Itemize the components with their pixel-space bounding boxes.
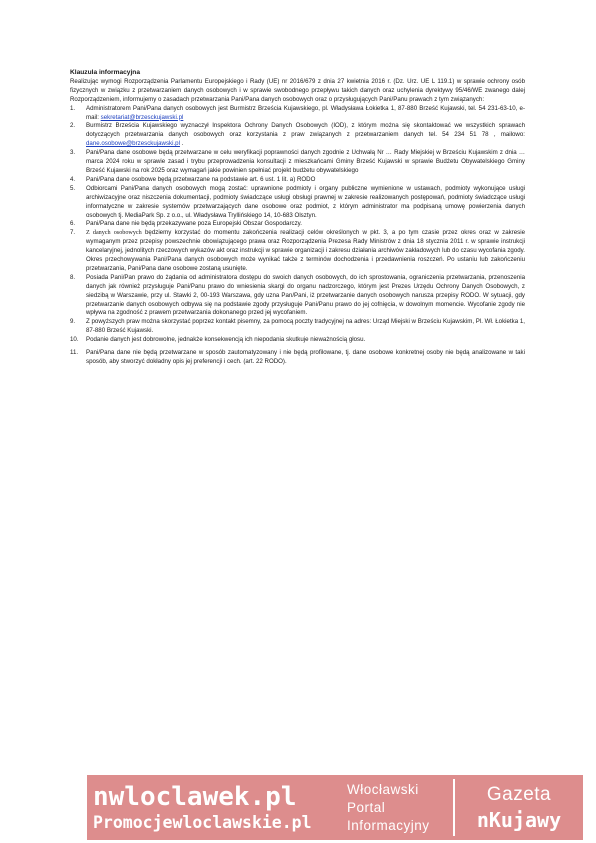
clause-item <box>70 105 525 123</box>
clause-text: Administratorem Pani/Pana danych osobowych jest Burmistrz Brześcia Kujawskiego, pl. Władysława Łokietka 1, 87-880 Brześć Kujawski, tel. 54 231-63-10, e-mail: <box>86 104 525 121</box>
clause-item <box>70 122 525 149</box>
footer-banner[interactable] <box>87 775 583 840</box>
clause-item <box>70 220 525 229</box>
clause-item <box>70 149 525 176</box>
clause-number: 6. <box>70 220 76 228</box>
gazeta-label: Gazeta <box>486 783 552 805</box>
clause-number: 2. <box>70 122 76 130</box>
information-clause <box>70 69 525 367</box>
promo-site-text: Promocjewloclawskie.pl <box>93 812 312 832</box>
clause-text: będziemy korzystać do momentu zakończenia realizacji celów określonych w pkt. 3, a po tym czasie przez okres oraz w zakresie wymaganym przez przepisy powszechnie obowiązującego prawa oraz Rozporządzenia Prezesa Rady Ministrów z dnia 18 stycznia 2011 r. w sprawie instrukcji kancelaryjnej, jednolitych rzeczowych wykazów akt oraz instrukcji w sprawie organizacji i zakresu działania archiwów zakładowych lub do czasu wycofania zgody. Okres przechowywania Pani/Pana danych osobowych może wynikać także z terminów dochodzenia i przedawnienia roszczeń. Po ustaniu lub zakończeniu przetwarzania, Pani/Pana dane osobowe zostaną usunięte. <box>86 229 525 272</box>
clause-number: 8. <box>70 273 76 281</box>
clause-lead-text: Z danych osobowych <box>86 230 142 237</box>
clause-number: 5. <box>70 184 76 192</box>
clause-item <box>70 274 525 319</box>
clause-item <box>70 336 525 345</box>
clause-text: Odbiorcami Pani/Pana danych osobowych mogą zostać: uprawnione podmioty i organy publiczne wymienione w ustawach, podmioty wykonujące usługi archiwizacyjne oraz niszczenia dokumentacji, podmioty świadczące usługi obsługi prawnej w zakresie realizowanych postępowań, podmioty świadczące usługi informatyczne w zakresie systemów przetwarzających dane osobowe oraz podmiot, z którym administrator ma podpisaną umowę powierzenia danych osobowych tj. MediaPark Sp. z o.o., ul. Władysława Tryllińskiego 14, 10-683 Olsztyn. <box>86 184 525 219</box>
clause-text: Burmistrz Brześcia Kujawskiego wyznaczył Inspektora Ochrony Danych Osobowych (IOD), z którym można się skontaktować we wszystkich sprawach dotyczących przetwarzania danych osobowych oraz korzystania z praw związanych z przetwarzaniem danych tel. 54 234 51 78 , mailowo: <box>86 122 525 139</box>
clause-number: 11. <box>70 349 79 357</box>
clause-text: Pani/Pana dane nie będą przekazywane poza Europejski Obszar Gospodarczy. <box>86 220 302 228</box>
portal-line: Informacyjny <box>347 817 430 833</box>
clause-number: 3. <box>70 149 76 157</box>
clause-number: 10. <box>70 336 79 344</box>
clause-item <box>70 229 525 274</box>
brand-block <box>87 775 339 840</box>
clause-item <box>70 349 525 367</box>
gazeta-block <box>455 775 583 840</box>
clause-text-end: . <box>179 140 184 148</box>
clause-number: 9. <box>70 318 76 326</box>
portal-line: Portal <box>347 799 386 815</box>
clause-number: 4. <box>70 175 76 183</box>
intro-paragraph: Realizując wymogi Rozporządzenia Parlamentu Europejskiego i Rady (UE) nr 2016/679 z dnia 27 kwietnia 2016 r. (Dz. Urz. UE L 119.1) w sprawie ochrony osób fizycznych w związku z przetwarzaniem danych osobowych i w sprawie swobodnego przepływu takich danych oraz uchylenia dyrektywy 95/46/WE zwanego dalej Rozporządzeniem, informujemy o zasadach przetwarzania Pani/Pana danych osobowych oraz o przysługujących Pani/Panu prawach z tym związanych: <box>70 77 525 103</box>
email-link-secretariat[interactable]: sekretariat@brzesckujawski.pl <box>100 113 184 121</box>
clause-item <box>70 176 525 185</box>
clause-item <box>70 318 525 336</box>
clause-number: 1. <box>70 104 76 112</box>
clause-text: Pani/Pana dane osobowe będą przetwarzane w celu weryfikacji poprawności danych zgodnie z Uchwałą Nr … Rady Miejskiej w Brześciu Kujawskim z dnia … marca 2024 roku w sprawie zasad i trybu przeprowadzenia konsultacji z mieszkańcami Gminy Brześć Kujawski w sprawie Budżetu Obywatelskiego Gminy Brześć Kujawski na rok 2025 oraz wymagań jakie powinien spełniać projekt budżetu obywatelskiego <box>86 149 525 174</box>
clause-text: Podanie danych jest dobrowolne, jednakże konsekwencją ich niepodania skutkuje nieważnością głosu. <box>86 336 366 344</box>
clause-text: Posiada Pani/Pan prawo do żądania od administratora dostępu do swoich danych osobowych, do ich sprostowania, ograniczenia przetwarzania, przenoszenia danych jak również przysługuje Pani/Panu prawo do wniesienia skargi do organu nadzorczego, którym jest Prezes Urzędu Ochrony Danych Osobowych, z siedzibą w Warszawie, przy ul. Stawki 2, 00-193 Warszawa, gdy uzna Pan/Pani, iż przetwarzanie danych osobowych narusza przepisy RODO. W sytuacji, gdy przetwarzanie danych osobowych odbywa się na podstawie zgody przysługuje Pani/Panu prawo do jej cofnięcia, w dowolnym momencie. Wycofanie zgody nie wpływa na zgodność z prawem przetwarzania dokonanego przed jej wycofaniem. <box>86 273 525 317</box>
site-logo-text: nwloclawek.pl <box>93 781 297 812</box>
clause-number: 7. <box>70 229 76 237</box>
email-link-iod[interactable]: dane.osobowe@brzesckujawski.pl <box>86 140 180 148</box>
portal-line: Włocławski <box>347 781 419 797</box>
clause-item <box>70 185 525 221</box>
clause-list <box>70 105 525 367</box>
portal-tagline <box>339 775 451 840</box>
gazeta-name: nKujawy <box>476 807 562 832</box>
clause-text: Z powyższych praw można skorzystać poprzez kontakt pisemny, za pomocą poczty tradycyjnej na adres: Urząd Miejski w Brześciu Kujawskim, Pl. Wł. Łokietka 1, 87-880 Brześć Kujawski. <box>86 318 525 335</box>
clause-text: Pani/Pana dane osobowe będą przetwarzane na podstawie art. 6 ust. 1 lit. a) RODO <box>86 175 316 183</box>
document-title: Klauzula informacyjna <box>70 69 140 76</box>
clause-text: Pani/Pana dane nie będą przetwarzane w sposób zautomatyzowany i nie będą profilowane, tj. dane osobowe konkretnej osoby nie będą analizowane w taki sposób, aby stworzyć dokładny opis jej preferencji i cech. (art. 22 RODO). <box>86 349 525 365</box>
